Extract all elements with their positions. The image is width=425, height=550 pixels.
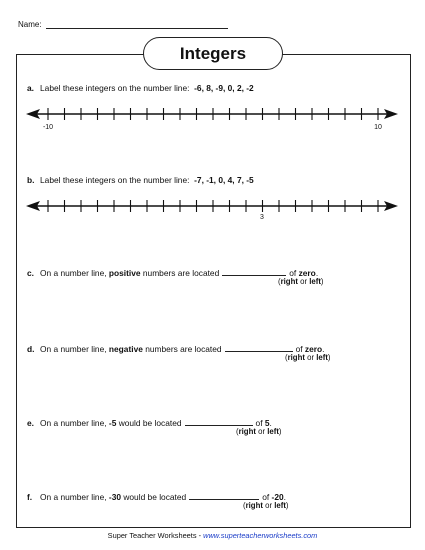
question-letter: a.	[27, 83, 34, 93]
name-field[interactable]	[46, 20, 228, 29]
answer-blank-d[interactable]	[225, 343, 293, 352]
hint-right: right	[280, 277, 298, 286]
hint-right: right	[287, 353, 305, 362]
question-text: would be located	[118, 418, 182, 428]
question-text: numbers are located	[145, 344, 222, 354]
answer-blank-f[interactable]	[189, 491, 259, 500]
footer-separator: -	[196, 531, 204, 540]
hint-c: (right or left)	[278, 277, 324, 286]
question-c: c. On a number line, positive numbers are located of zero.	[27, 268, 319, 278]
hint-or: or	[300, 277, 308, 286]
question-text: On a number line,	[40, 268, 107, 278]
question-keyword: -20	[271, 492, 284, 502]
question-text: On a number line,	[40, 344, 107, 354]
question-values: -7, -1, 0, 4, 7, -5	[194, 175, 254, 185]
number-line-a-left-label: -10	[42, 124, 54, 131]
question-e: e. On a number line, -5 would be located of 5.	[27, 418, 272, 428]
question-text: Label these integers on the number line:	[40, 175, 190, 185]
footer-url[interactable]: www.superteacherworksheets.com	[203, 531, 318, 540]
question-keyword: zero	[304, 344, 323, 354]
question-text: On a number line,	[40, 492, 107, 502]
question-d: d. On a number line, negative numbers are located of zero.	[27, 344, 325, 354]
hint-right: right	[238, 427, 256, 436]
hint-left: left	[274, 501, 286, 510]
question-values: -6, 8, -9, 0, 2, -2	[194, 83, 254, 93]
question-b	[27, 176, 254, 184]
question-letter: d.	[27, 344, 35, 354]
number-line-a	[24, 102, 400, 132]
hint-right: right	[245, 501, 263, 510]
name-row	[18, 20, 228, 29]
answer-blank-c[interactable]	[222, 267, 286, 276]
question-letter: b.	[27, 175, 35, 185]
question-a	[27, 84, 254, 92]
hint-or: or	[307, 353, 315, 362]
question-text: of	[255, 418, 263, 428]
hint-d: (right or left)	[285, 353, 331, 362]
question-letter: e.	[27, 418, 34, 428]
hint-left: left	[316, 353, 328, 362]
hint-f: (right or left)	[243, 501, 289, 510]
number-line-b-mid-label: 3	[260, 214, 264, 221]
question-keyword: zero	[298, 268, 316, 278]
question-text: would be located	[123, 492, 187, 502]
question-keyword: 5	[264, 418, 270, 428]
question-keyword: -5	[108, 418, 117, 428]
question-text: of	[295, 344, 303, 354]
worksheet-title: Integers	[143, 37, 283, 70]
number-line-b	[24, 194, 400, 224]
hint-or: or	[265, 501, 273, 510]
question-keyword: -30	[108, 492, 122, 502]
hint-e: (right or left)	[236, 427, 282, 436]
question-letter: c.	[27, 268, 34, 278]
question-text: of	[289, 268, 297, 278]
name-label: Name:	[18, 20, 42, 29]
question-text: Label these integers on the number line:	[40, 83, 190, 93]
question-f: f. On a number line, -30 would be located of -20.	[27, 492, 286, 502]
hint-or: or	[258, 427, 266, 436]
question-text: On a number line,	[40, 418, 107, 428]
question-keyword: negative	[108, 344, 143, 354]
question-text: of	[262, 492, 270, 502]
number-line-a-right-label: 10	[374, 124, 382, 131]
hint-left: left	[309, 277, 321, 286]
footer	[0, 531, 425, 540]
footer-brand: Super Teacher Worksheets	[107, 531, 197, 540]
answer-blank-e[interactable]	[185, 417, 253, 426]
question-text: numbers are located	[142, 268, 220, 278]
question-letter: f.	[27, 492, 33, 502]
hint-left: left	[267, 427, 279, 436]
question-keyword: positive	[108, 268, 141, 278]
